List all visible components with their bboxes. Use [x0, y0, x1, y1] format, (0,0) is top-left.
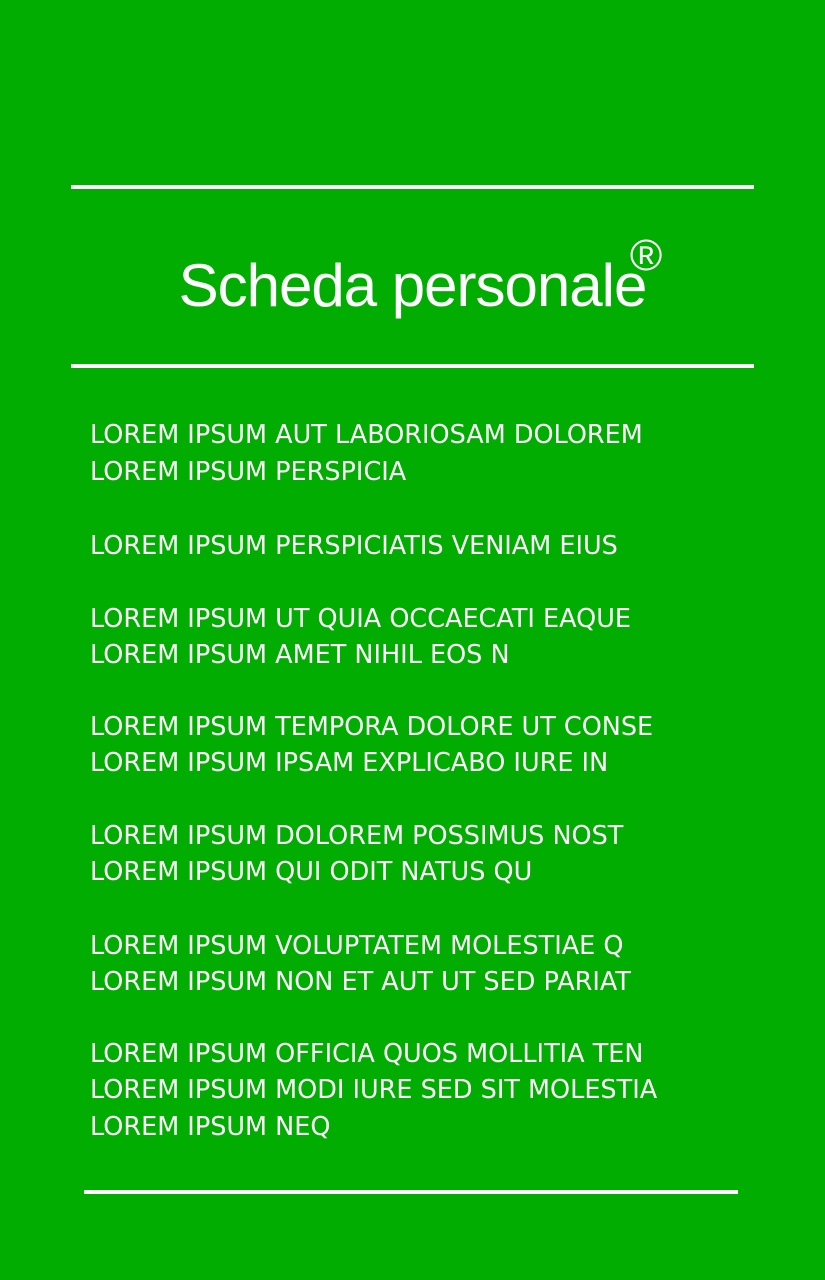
list-item-line: LOREM IPSUM AMET NIHIL EOS N: [90, 640, 510, 670]
list-item: [90, 528, 770, 565]
list-item: [90, 709, 770, 782]
list-item-line: LOREM IPSUM NON ET AUT UT SED PARIAT: [90, 967, 631, 997]
list-item: [90, 417, 770, 490]
top-divider: [71, 185, 754, 189]
title-divider: [71, 364, 754, 368]
entry-list: [90, 417, 770, 1145]
list-item-line: LOREM IPSUM DOLOREM POSSIMUS NOST: [90, 820, 624, 851]
list-item-line: LOREM IPSUM QUI ODIT NATUS QU: [90, 857, 533, 887]
list-item-line: LOREM IPSUM IPSAM EXPLICABO IURE IN: [90, 748, 609, 778]
list-item-line: LOREM IPSUM PERSPICIATIS VENIAM EIUS: [90, 531, 618, 561]
list-item: [90, 1036, 770, 1146]
list-item-line: LOREM IPSUM PERSPICIA: [90, 456, 407, 487]
list-item-line: LOREM IPSUM MODI IURE SED SIT MOLESTIA: [90, 1075, 658, 1105]
list-item-line: LOREM IPSUM NEQ: [90, 1111, 331, 1142]
title-area: [0, 231, 825, 322]
page-title: [178, 231, 663, 322]
list-item-line: LOREM IPSUM AUT LABORIOSAM DOLOREM: [90, 420, 643, 450]
list-item: [90, 601, 770, 674]
page-title-text: Scheda personale: [178, 252, 647, 319]
list-item-line: LOREM IPSUM OFFICIA QUOS MOLLITIA TEN: [90, 1038, 644, 1069]
list-item-line: LOREM IPSUM TEMPORA DOLORE UT CONSE: [90, 711, 654, 742]
bottom-divider: [84, 1190, 738, 1194]
list-item: [90, 818, 770, 891]
list-item-line: LOREM IPSUM UT QUIA OCCAECATI EAQUE: [90, 603, 631, 634]
list-item-line: LOREM IPSUM VOLUPTATEM MOLESTIAE Q: [90, 930, 624, 961]
list-item: [90, 928, 770, 1001]
registered-mark: ®: [629, 231, 663, 280]
